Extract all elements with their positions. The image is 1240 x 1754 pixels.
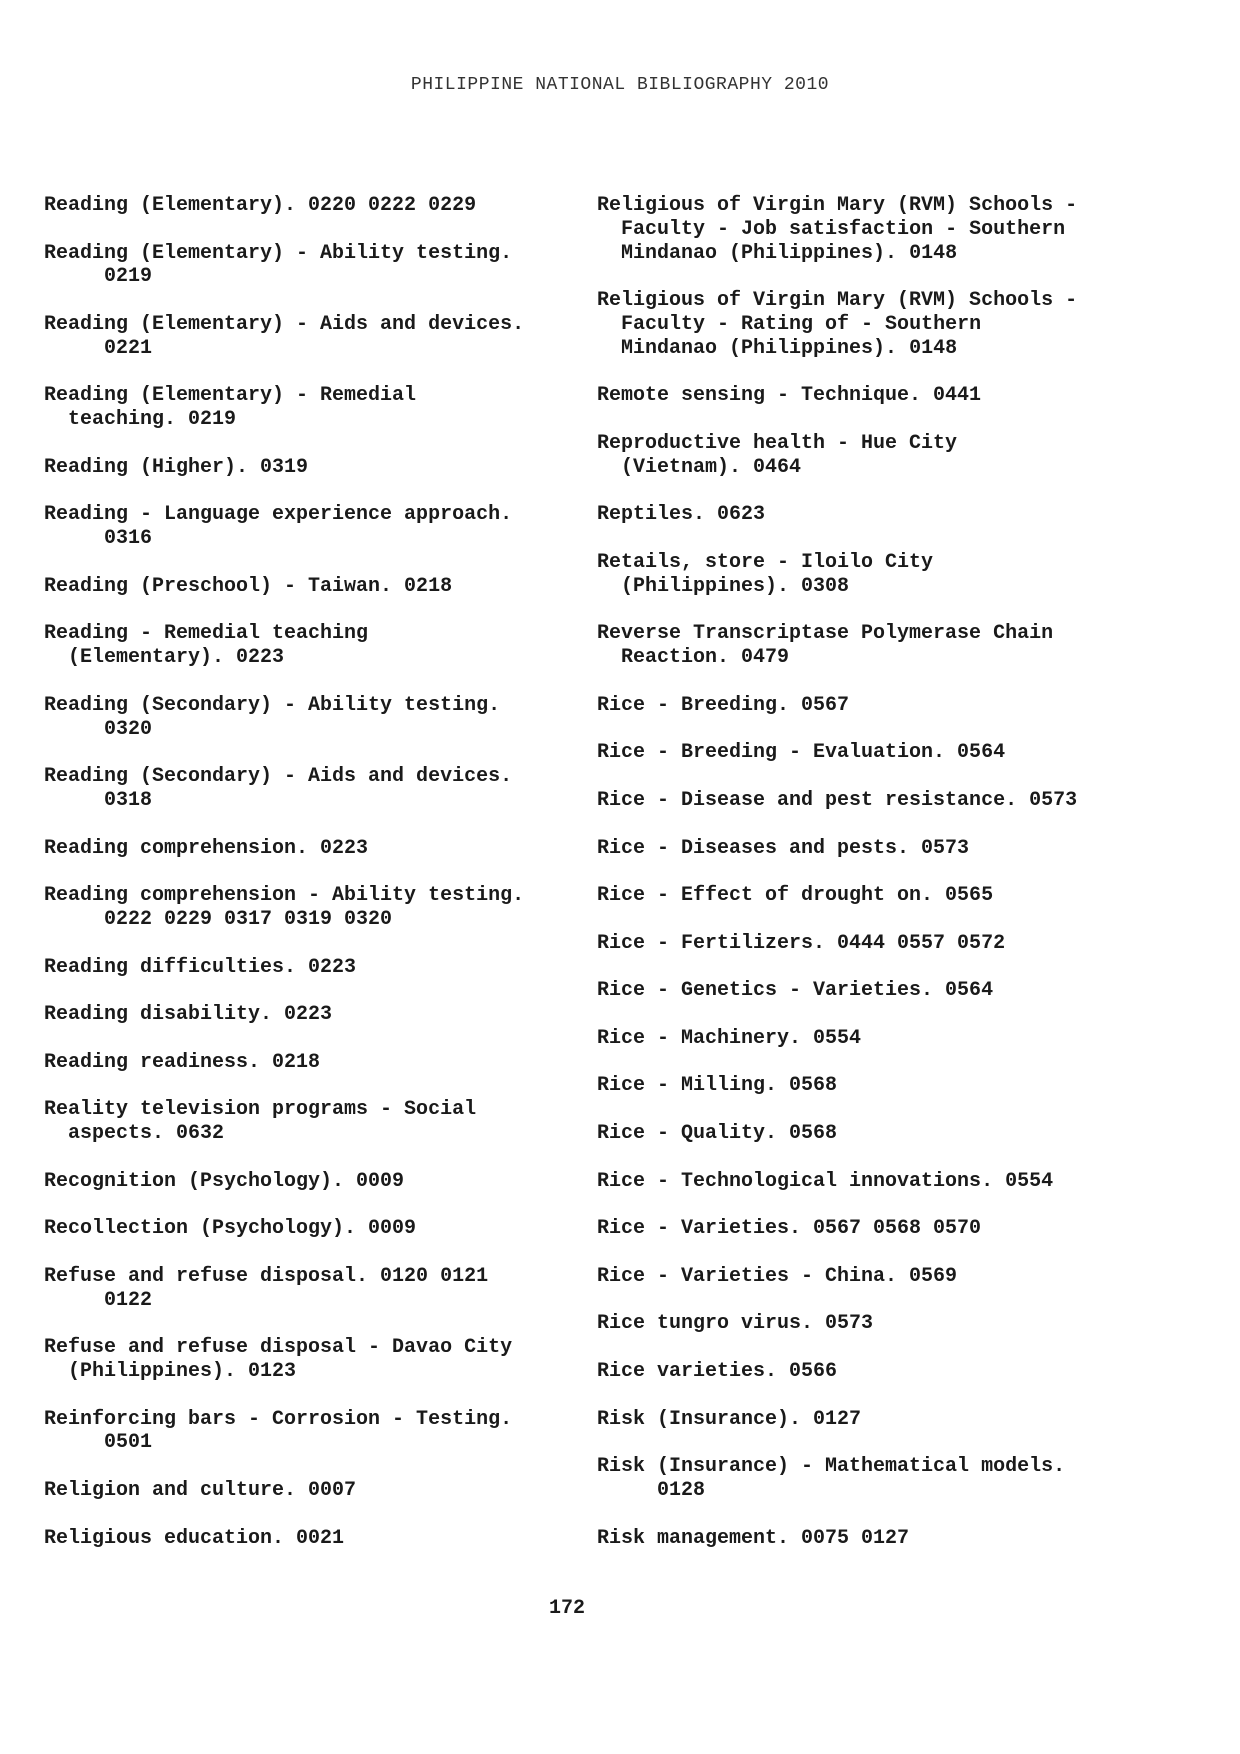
index-entry: Reinforcing bars - Corrosion - Testing. 0501 <box>44 1407 513 1455</box>
index-entry: Reproductive health - Hue City (Vietnam). 0464 <box>597 431 958 479</box>
index-entry: Rice - Disease and pest resistance. 0573 <box>597 788 1078 812</box>
index-entry: Religious of Virgin Mary (RVM) Schools - Faculty - Job satisfaction - Southern Mindanao (Philippines). 0148 <box>597 194 1078 265</box>
index-entry: Risk management. 0075 0127 <box>597 1526 910 1550</box>
index-entry: Reading comprehension - Ability testing. 0222 0229 0317 0319 0320 <box>44 884 525 931</box>
index-entry: Recollection (Psychology). 0009 <box>44 1217 417 1241</box>
index-entry: Rice - Varieties - China. 0569 <box>597 1264 958 1288</box>
index-entry: Reality television programs - Social aspects. 0632 <box>44 1098 477 1146</box>
index-entry: Reading difficulties. 0223 <box>44 955 357 979</box>
index-entry: Rice - Milling. 0568 <box>597 1074 838 1098</box>
index-entry: Religion and culture. 0007 <box>44 1479 357 1503</box>
index-entry: Rice - Diseases and pests. 0573 <box>597 836 970 860</box>
index-entry: Reading (Elementary) - Remedial teaching. 0219 <box>44 384 417 432</box>
index-entry: Reading - Language experience approach. 0316 <box>44 503 513 551</box>
index-entry: Remote sensing - Technique. 0441 <box>597 384 982 408</box>
index-entry: Reading readiness. 0218 <box>44 1050 321 1074</box>
index-entry: Reading (Secondary) - Aids and devices. 0318 <box>44 765 513 812</box>
index-entry: Rice tungro virus. 0573 <box>597 1312 874 1336</box>
index-entry: Retails, store - Iloilo City (Philippines). 0308 <box>597 550 934 598</box>
page-number: 172 <box>548 1597 585 1620</box>
index-entry: Reverse Transcriptase Polymerase Chain Reaction. 0479 <box>597 622 1054 670</box>
index-entry: Recognition (Psychology). 0009 <box>44 1169 405 1193</box>
index-entry: Rice - Technological innovations. 0554 <box>597 1169 1054 1193</box>
index-entry: Reading (Elementary) - Ability testing. 0219 <box>44 241 513 289</box>
index-column-right <box>597 194 1157 1574</box>
index-entry: Rice - Varieties. 0567 0568 0570 <box>597 1217 982 1241</box>
index-entry: Rice - Breeding. 0567 <box>597 693 850 717</box>
index-entry: Religious of Virgin Mary (RVM) Schools - Faculty - Rating of - Southern Mindanao (Philippines). 0148 <box>597 289 1078 360</box>
index-entry: Reading - Remedial teaching (Elementary). 0223 <box>44 622 369 670</box>
index-column-left <box>44 194 574 1574</box>
page-header-title: PHILIPPINE NATIONAL BIBLIOGRAPHY 2010 <box>410 75 830 95</box>
index-entry: Rice - Genetics - Varieties. 0564 <box>597 979 994 1003</box>
index-entry: Reading (Elementary). 0220 0222 0229 <box>44 194 477 217</box>
index-entry: Refuse and refuse disposal. 0120 0121 0122 <box>44 1264 489 1312</box>
index-entry: Refuse and refuse disposal - Davao City (Philippines). 0123 <box>44 1336 513 1384</box>
index-entry: Reading disability. 0223 <box>44 1003 333 1027</box>
index-entry: Rice - Breeding - Evaluation. 0564 <box>597 741 1006 765</box>
index-entry: Rice - Effect of drought on. 0565 <box>597 884 994 908</box>
index-entry: Rice varieties. 0566 <box>597 1360 838 1384</box>
index-entry: Reading comprehension. 0223 <box>44 836 369 860</box>
index-entry: Rice - Fertilizers. 0444 0557 0572 <box>597 931 1006 955</box>
index-entry: Rice - Machinery. 0554 <box>597 1026 862 1050</box>
index-entry: Religious education. 0021 <box>44 1526 345 1550</box>
index-entry: Reptiles. 0623 <box>597 503 766 527</box>
index-entry: Risk (Insurance). 0127 <box>597 1407 862 1431</box>
index-entry: Reading (Secondary) - Ability testing. 0320 <box>44 693 501 741</box>
index-entry: Reading (Preschool) - Taiwan. 0218 <box>44 574 453 598</box>
index-entry: Reading (Higher). 0319 <box>44 455 309 479</box>
index-entry: Risk (Insurance) - Mathematical models. 0128 <box>597 1455 1066 1503</box>
index-entry: Rice - Quality. 0568 <box>597 1122 838 1146</box>
index-entry: Reading (Elementary) - Aids and devices. 0221 <box>44 312 525 360</box>
